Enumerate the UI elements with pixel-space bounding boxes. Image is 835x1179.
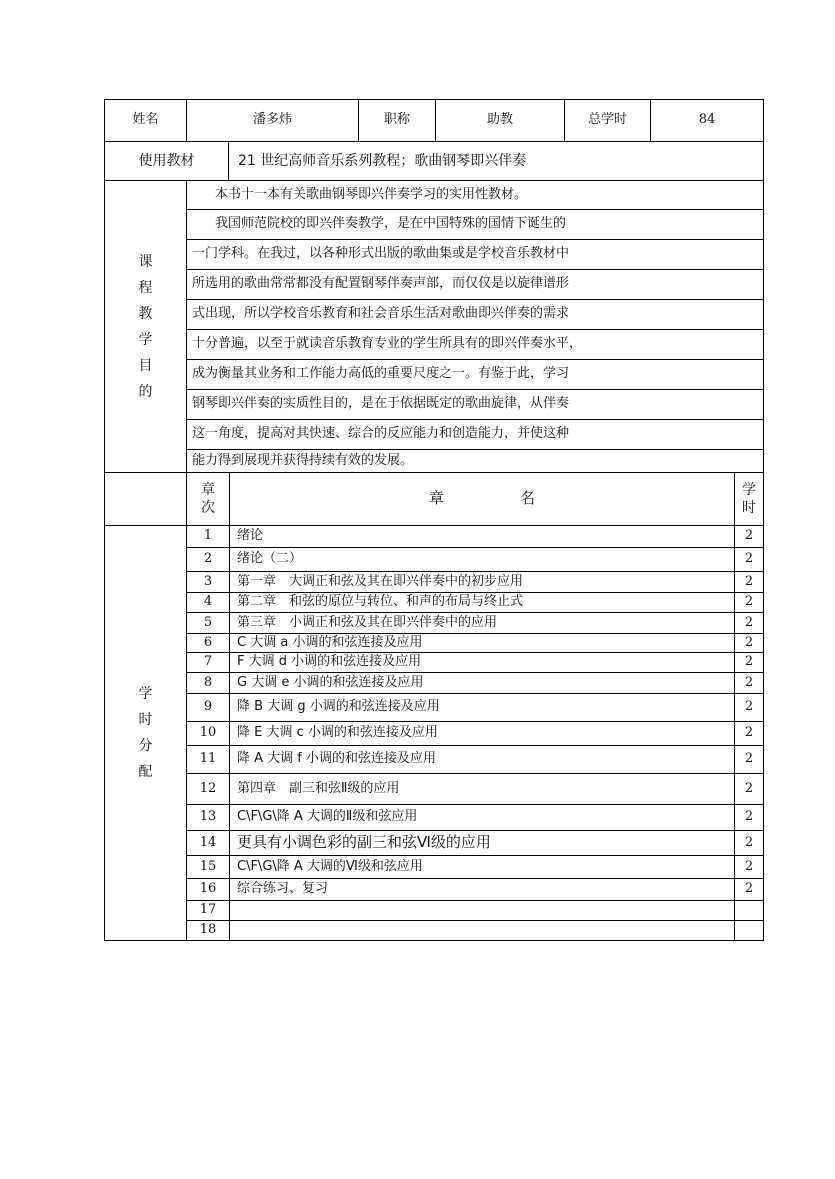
purpose-line-row — [105, 210, 764, 240]
purpose-line-row — [105, 240, 764, 270]
chapter-name: 综合练习、复习 — [230, 879, 735, 901]
chapter-name: 降 A 大调 f 小调的和弦连接及应用 — [230, 746, 735, 774]
chapter-hours — [735, 901, 764, 921]
chapter-number: 4 — [187, 593, 230, 613]
chapter-hours: 2 — [735, 548, 764, 572]
table-row — [105, 746, 764, 774]
chapter-hours: 2 — [735, 856, 764, 879]
title-label: 职称 — [359, 100, 436, 142]
chapter-name: G 大调 e 小调的和弦连接及应用 — [230, 673, 735, 694]
table-row — [105, 526, 764, 548]
chapter-hours: 2 — [735, 774, 764, 805]
schedule-header-blank — [105, 473, 187, 526]
chapter-number: 10 — [187, 722, 230, 746]
table-row — [105, 673, 764, 694]
table-row — [105, 901, 764, 921]
chapter-number: 14 — [187, 831, 230, 856]
chapter-hours — [735, 921, 764, 941]
chapter-hours: 2 — [735, 746, 764, 774]
chapter-number: 3 — [187, 572, 230, 593]
chapter-number: 5 — [187, 613, 230, 634]
chapter-name: C\F\G\降 A 大调的Ⅵ级和弦应用 — [230, 856, 735, 879]
chapter-name: 降 E 大调 c 小调的和弦连接及应用 — [230, 722, 735, 746]
table-row — [105, 722, 764, 746]
chapter-hours: 2 — [735, 526, 764, 548]
total-hours-value: 84 — [651, 100, 764, 142]
chapter-name: 第四章 副三和弦Ⅱ级的应用 — [230, 774, 735, 805]
chapter-number-header: 章 次 — [187, 473, 230, 526]
chapter-number: 11 — [187, 746, 230, 774]
textbook-label: 使用教材 — [105, 142, 229, 181]
chapter-name: C\F\G\降 A 大调的Ⅱ级和弦应用 — [230, 805, 735, 831]
chapter-hours: 2 — [735, 593, 764, 613]
table-row — [105, 856, 764, 879]
hours-header: 学 时 — [735, 473, 764, 526]
chapter-name: 第三章 小调正和弦及其在即兴伴奏中的应用 — [230, 613, 735, 634]
chapter-number: 13 — [187, 805, 230, 831]
purpose-line: 钢琴即兴伴奏的实质性目的，是在于依据既定的歌曲旋律，从伴奏 — [187, 390, 764, 420]
textbook-value: 21 世纪高师音乐系列教程；歌曲钢琴即兴伴奏 — [229, 142, 764, 181]
chapter-hours: 2 — [735, 805, 764, 831]
chapter-hours: 2 — [735, 879, 764, 901]
schedule-label: 学 时 分 配 — [105, 526, 187, 941]
chapter-hours: 2 — [735, 653, 764, 673]
title-value: 助教 — [436, 100, 565, 142]
total-hours-label: 总学时 — [565, 100, 651, 142]
purpose-line-row — [105, 420, 764, 450]
purpose-line: 十分普遍，以至于就读音乐教育专业的学生所具有的即兴伴奏水平， — [187, 330, 764, 360]
purpose-label: 课 程 教 学 目 的 — [105, 181, 187, 473]
chapter-number: 18 — [187, 921, 230, 941]
purpose-line-row — [105, 300, 764, 330]
purpose-line: 本书十一本有关歌曲钢琴即兴伴奏学习的实用性教材。 — [187, 181, 764, 210]
table-row — [105, 548, 764, 572]
table-row — [105, 831, 764, 856]
purpose-line: 一门学科。在我过，以各种形式出版的歌曲集或是学校音乐教材中 — [187, 240, 764, 270]
table-row — [105, 593, 764, 613]
chapter-number: 17 — [187, 901, 230, 921]
chapter-number: 7 — [187, 653, 230, 673]
chapter-number: 9 — [187, 694, 230, 722]
name-value: 潘多炜 — [187, 100, 359, 142]
chapter-hours: 2 — [735, 831, 764, 856]
table-row — [105, 694, 764, 722]
chapter-hours: 2 — [735, 634, 764, 653]
textbook-row — [105, 142, 764, 181]
schedule-header-row — [105, 473, 764, 526]
purpose-line: 这一角度，提高对其快速、综合的反应能力和创造能力，并使这种 — [187, 420, 764, 450]
purpose-line-row — [105, 270, 764, 300]
table-row — [105, 879, 764, 901]
chapter-number: 2 — [187, 548, 230, 572]
purpose-line-row — [105, 330, 764, 360]
header-row — [105, 100, 764, 142]
chapter-name — [230, 921, 735, 941]
chapter-name-header: 章 名 — [230, 473, 735, 526]
purpose-line: 我国师范院校的即兴伴奏教学，是在中国特殊的国情下诞生的 — [187, 210, 764, 240]
purpose-line: 成为衡量其业务和工作能力高低的重要尺度之一。有鉴于此，学习 — [187, 360, 764, 390]
table-row — [105, 572, 764, 593]
purpose-line-row — [105, 450, 764, 473]
chapter-hours: 2 — [735, 673, 764, 694]
chapter-hours: 2 — [735, 613, 764, 634]
table-row — [105, 921, 764, 941]
chapter-name: 绪论（二） — [230, 548, 735, 572]
chapter-hours: 2 — [735, 694, 764, 722]
table-row — [105, 653, 764, 673]
course-info-table — [104, 99, 764, 941]
chapter-number: 15 — [187, 856, 230, 879]
chapter-name — [230, 901, 735, 921]
chapter-name: 第二章 和弦的原位与转位、和声的布局与终止式 — [230, 593, 735, 613]
chapter-name: F 大调 d 小调的和弦连接及应用 — [230, 653, 735, 673]
chapter-hours: 2 — [735, 722, 764, 746]
table-row — [105, 774, 764, 805]
chapter-name: 绪论 — [230, 526, 735, 548]
chapter-name: 降 B 大调 g 小调的和弦连接及应用 — [230, 694, 735, 722]
chapter-name: 更具有小调色彩的副三和弦Ⅵ级的应用 — [230, 831, 735, 856]
table-row — [105, 613, 764, 634]
purpose-line: 所选用的歌曲常常都没有配置钢琴伴奏声部，而仅仅是以旋律谱形 — [187, 270, 764, 300]
chapter-hours: 2 — [735, 572, 764, 593]
chapter-number: 12 — [187, 774, 230, 805]
purpose-line: 式出现，所以学校音乐教育和社会音乐生活对歌曲即兴伴奏的需求 — [187, 300, 764, 330]
table-row — [105, 805, 764, 831]
table-row — [105, 634, 764, 653]
purpose-line-row — [105, 360, 764, 390]
chapter-name: C 大调 a 小调的和弦连接及应用 — [230, 634, 735, 653]
chapter-number: 1 — [187, 526, 230, 548]
purpose-line-row — [105, 181, 764, 210]
purpose-line: 能力得到展现并获得持续有效的发展。 — [187, 450, 764, 473]
name-label: 姓名 — [105, 100, 187, 142]
chapter-name: 第一章 大调正和弦及其在即兴伴奏中的初步应用 — [230, 572, 735, 593]
chapter-number: 16 — [187, 879, 230, 901]
purpose-line-row — [105, 390, 764, 420]
chapter-number: 8 — [187, 673, 230, 694]
chapter-number: 6 — [187, 634, 230, 653]
